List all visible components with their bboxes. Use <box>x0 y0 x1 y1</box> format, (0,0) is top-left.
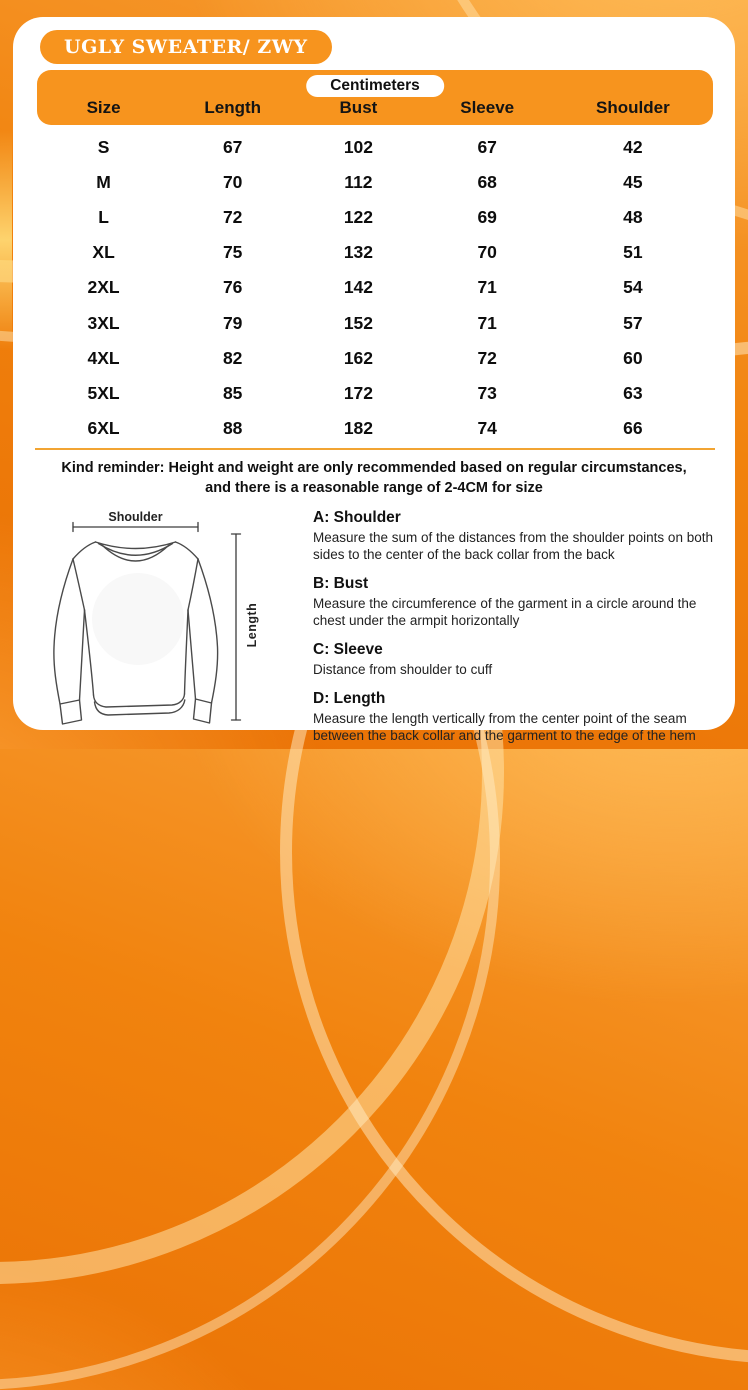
product-title-badge <box>40 30 332 64</box>
cell-size: 6XL <box>87 417 120 438</box>
cell-shoulder: 66 <box>623 417 643 438</box>
cell-shoulder: 54 <box>623 277 643 298</box>
cell-bust: 132 <box>343 242 374 263</box>
cell-shoulder: 63 <box>623 382 643 403</box>
table-row <box>37 376 713 411</box>
table-header-band <box>37 70 713 125</box>
cell-sleeve: 71 <box>477 277 497 298</box>
cell-shoulder: 45 <box>623 172 643 193</box>
cell-length: 85 <box>222 382 243 403</box>
column-header-size: Size <box>86 98 121 117</box>
guide-body: Measure the length vertically from the center point of the seam between the back collar and the garment to the edge of the hem <box>313 711 696 743</box>
cell-bust: 172 <box>343 382 374 403</box>
cell-bust: 102 <box>343 137 374 158</box>
size-table-body <box>37 130 713 446</box>
cell-shoulder: 48 <box>623 207 643 228</box>
guide-body: Distance from shoulder to cuff <box>313 662 493 677</box>
guide-block-bust <box>313 575 721 629</box>
cell-bust: 122 <box>343 207 374 228</box>
column-header-sleeve: Sleeve <box>460 98 515 117</box>
table-column-headers <box>37 98 713 118</box>
cell-bust: 142 <box>343 277 374 298</box>
guide-heading: C: Sleeve <box>313 641 383 658</box>
cell-sleeve: 72 <box>477 347 497 368</box>
reminder-line-2: and there is a reasonable range of 2-4CM for size <box>205 480 543 496</box>
cell-length: 70 <box>222 172 243 193</box>
product-title: UGLY SWEATER/ ZWY <box>64 36 308 58</box>
cell-sleeve: 69 <box>477 207 497 228</box>
table-row <box>37 200 713 235</box>
size-chart-card <box>13 17 735 743</box>
cell-length: 82 <box>222 347 243 368</box>
cell-sleeve: 74 <box>477 417 497 438</box>
guide-heading: A: Shoulder <box>313 509 401 526</box>
cell-sleeve: 70 <box>477 242 497 263</box>
table-row <box>37 270 713 305</box>
unit-badge <box>306 75 444 97</box>
cell-sleeve: 71 <box>477 312 497 333</box>
guide-heading: B: Bust <box>313 575 369 592</box>
kind-reminder-note <box>23 458 725 498</box>
unit-label: Centimeters <box>330 77 420 94</box>
table-row <box>37 411 713 446</box>
cell-size: 5XL <box>87 382 120 403</box>
reminder-line-1: Kind reminder: Height and weight are only recommended based on regular circumstances, <box>61 460 687 476</box>
cell-shoulder: 57 <box>623 312 643 333</box>
cell-bust: 162 <box>343 347 374 368</box>
cell-bust: 112 <box>344 172 373 193</box>
column-header-bust: Bust <box>339 98 378 117</box>
cell-length: 88 <box>222 417 243 438</box>
table-row <box>37 235 713 270</box>
column-header-shoulder: Shoulder <box>596 98 670 117</box>
cell-size: L <box>98 207 109 228</box>
guide-body: Measure the sum of the distances from the shoulder points on both sides to the center of the back collar from the back <box>313 530 713 562</box>
measuring-guide <box>313 509 721 756</box>
shoulder-measure-label: Shoulder <box>108 510 163 524</box>
table-row <box>37 165 713 200</box>
cell-shoulder: 42 <box>623 137 643 158</box>
column-header-length: Length <box>204 98 262 117</box>
guide-heading: D: Length <box>313 690 386 707</box>
cell-size: XL <box>92 242 115 263</box>
cell-length: 67 <box>222 137 243 158</box>
background-glow <box>0 130 12 350</box>
sweater-measurement-diagram <box>50 510 262 729</box>
guide-block-sleeve <box>313 641 721 678</box>
cell-size: 2XL <box>87 277 120 298</box>
sweater-outline-icon <box>50 514 262 729</box>
length-measure-label: Length <box>245 602 259 648</box>
guide-body: Measure the circumference of the garment in a circle around the chest under the armpit horizontally <box>313 596 697 628</box>
guide-block-shoulder <box>313 509 721 563</box>
cell-sleeve: 68 <box>477 172 497 193</box>
cell-sleeve: 67 <box>477 137 497 158</box>
cell-sleeve: 73 <box>477 382 497 403</box>
table-bottom-divider <box>35 448 715 450</box>
cell-length: 79 <box>222 312 243 333</box>
cell-size: 3XL <box>87 312 120 333</box>
table-row <box>37 305 713 340</box>
cell-length: 75 <box>222 242 243 263</box>
table-row <box>37 130 713 165</box>
cell-size: M <box>96 172 111 193</box>
cell-length: 72 <box>222 207 243 228</box>
cell-size: 4XL <box>87 347 120 368</box>
cell-length: 76 <box>222 277 243 298</box>
cell-bust: 182 <box>343 417 374 438</box>
guide-block-length <box>313 690 721 744</box>
table-row <box>37 341 713 376</box>
cell-bust: 152 <box>343 312 374 333</box>
cell-shoulder: 60 <box>623 347 643 368</box>
cell-shoulder: 51 <box>623 242 643 263</box>
cell-size: S <box>97 137 110 158</box>
